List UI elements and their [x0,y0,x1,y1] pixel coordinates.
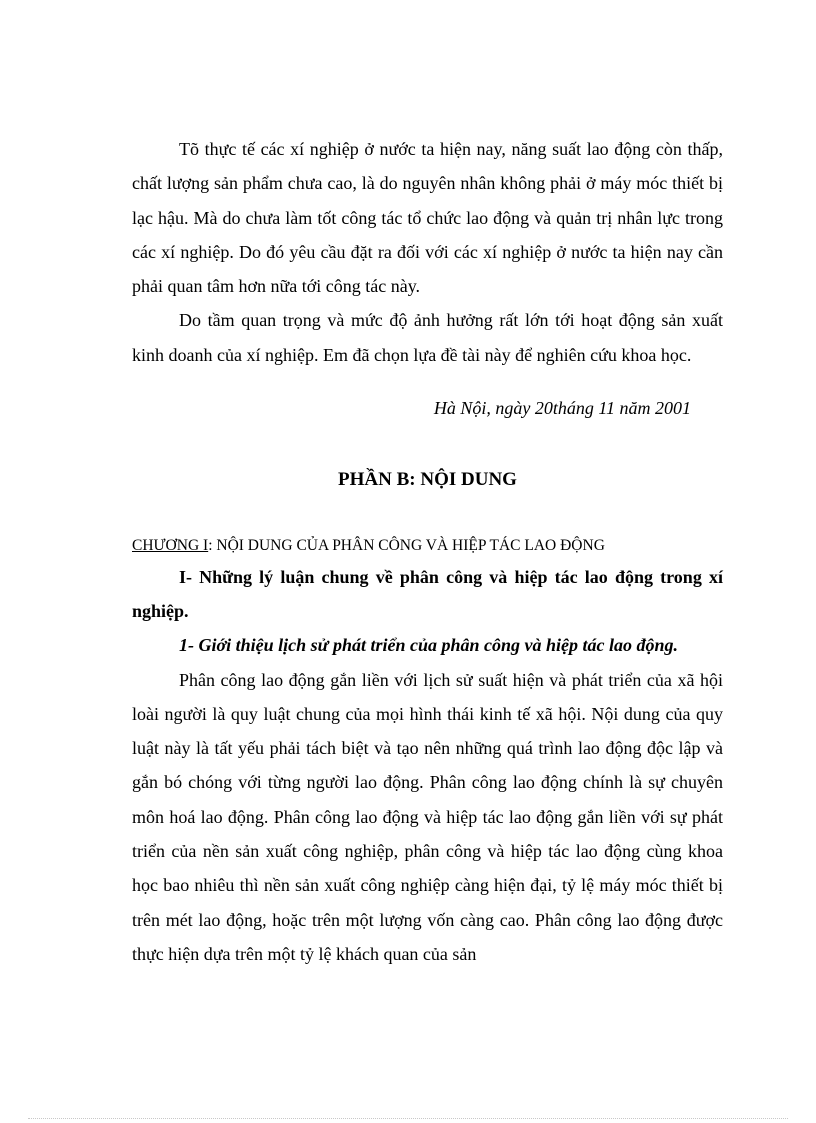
intro-paragraph-2: Do tầm quan trọng và mức độ ảnh hưởng rất lớn tới hoạt động sản xuất kinh doanh của xí nghiệp. Em đã chọn lựa đề tài này để nghiên cứu khoa học. [132,310,723,365]
chapter-title: : NỘI DUNG CỦA PHÂN CÔNG VÀ HIỆP TÁC LAO ĐỘNG [208,536,605,554]
chapter-heading [132,532,723,560]
body-paragraph: Phân công lao động gắn liền với lịch sử suất hiện và phát triển của xã hội loài người là quy luật chung của mọi hình thái kinh tế xã hội. Nội dung của quy luật này là tất yếu phải tách biệt và tạo nên những quá trình lao động độc lập và gắn bó chóng với từng người lao động. Phân công lao động chính là sự chuyên môn hoá lao động. Phân công lao động và hiệp tác lao động gắn liền với sự phát triển của nền sản xuất công nghiệp, phân công và hiệp tác lao động cùng khoa học bao nhiêu thì nền sản xuất công nghiệp càng hiện đại, tỷ lệ máy móc thiết bị trên mét lao động, hoặc trên một lượng vốn càng cao. Phân công lao động được thực hiện dựa trên một tỷ lệ khách quan của sản [132,669,723,964]
page-bottom-divider [28,1118,788,1119]
section-heading: I- Những lý luận chung về phân công và hiệp tác lao động trong xí nghiệp. [132,566,723,621]
intro-paragraph-1: Tõ thực tế các xí nghiệp ở nước ta hiện nay, năng suất lao động còn thấp, chất lượng sản phẩm chưa cao, là do nguyên nhân không phải ở máy móc thiết bị lạc hậu. Mà do chưa làm tốt công tác tổ chức lao động và quản trị nhân lực trong các xí nghiệp. Do đó yêu cầu đặt ra đối với các xí nghiệp ở nước ta hiện nay cần phải quan tâm hơn nữa tới công tác này. [132,139,723,297]
document-page [132,132,723,971]
subsection-heading: 1- Giới thiệu lịch sử phát triển của phân công và hiệp tác lao động. [179,635,678,656]
date-line: Hà Nội, ngày 20tháng 11 năm 2001 [433,398,691,419]
part-b-title: PHẦN B: NỘI DUNG [338,469,517,491]
chapter-label: CHƯƠNG I [132,536,209,554]
